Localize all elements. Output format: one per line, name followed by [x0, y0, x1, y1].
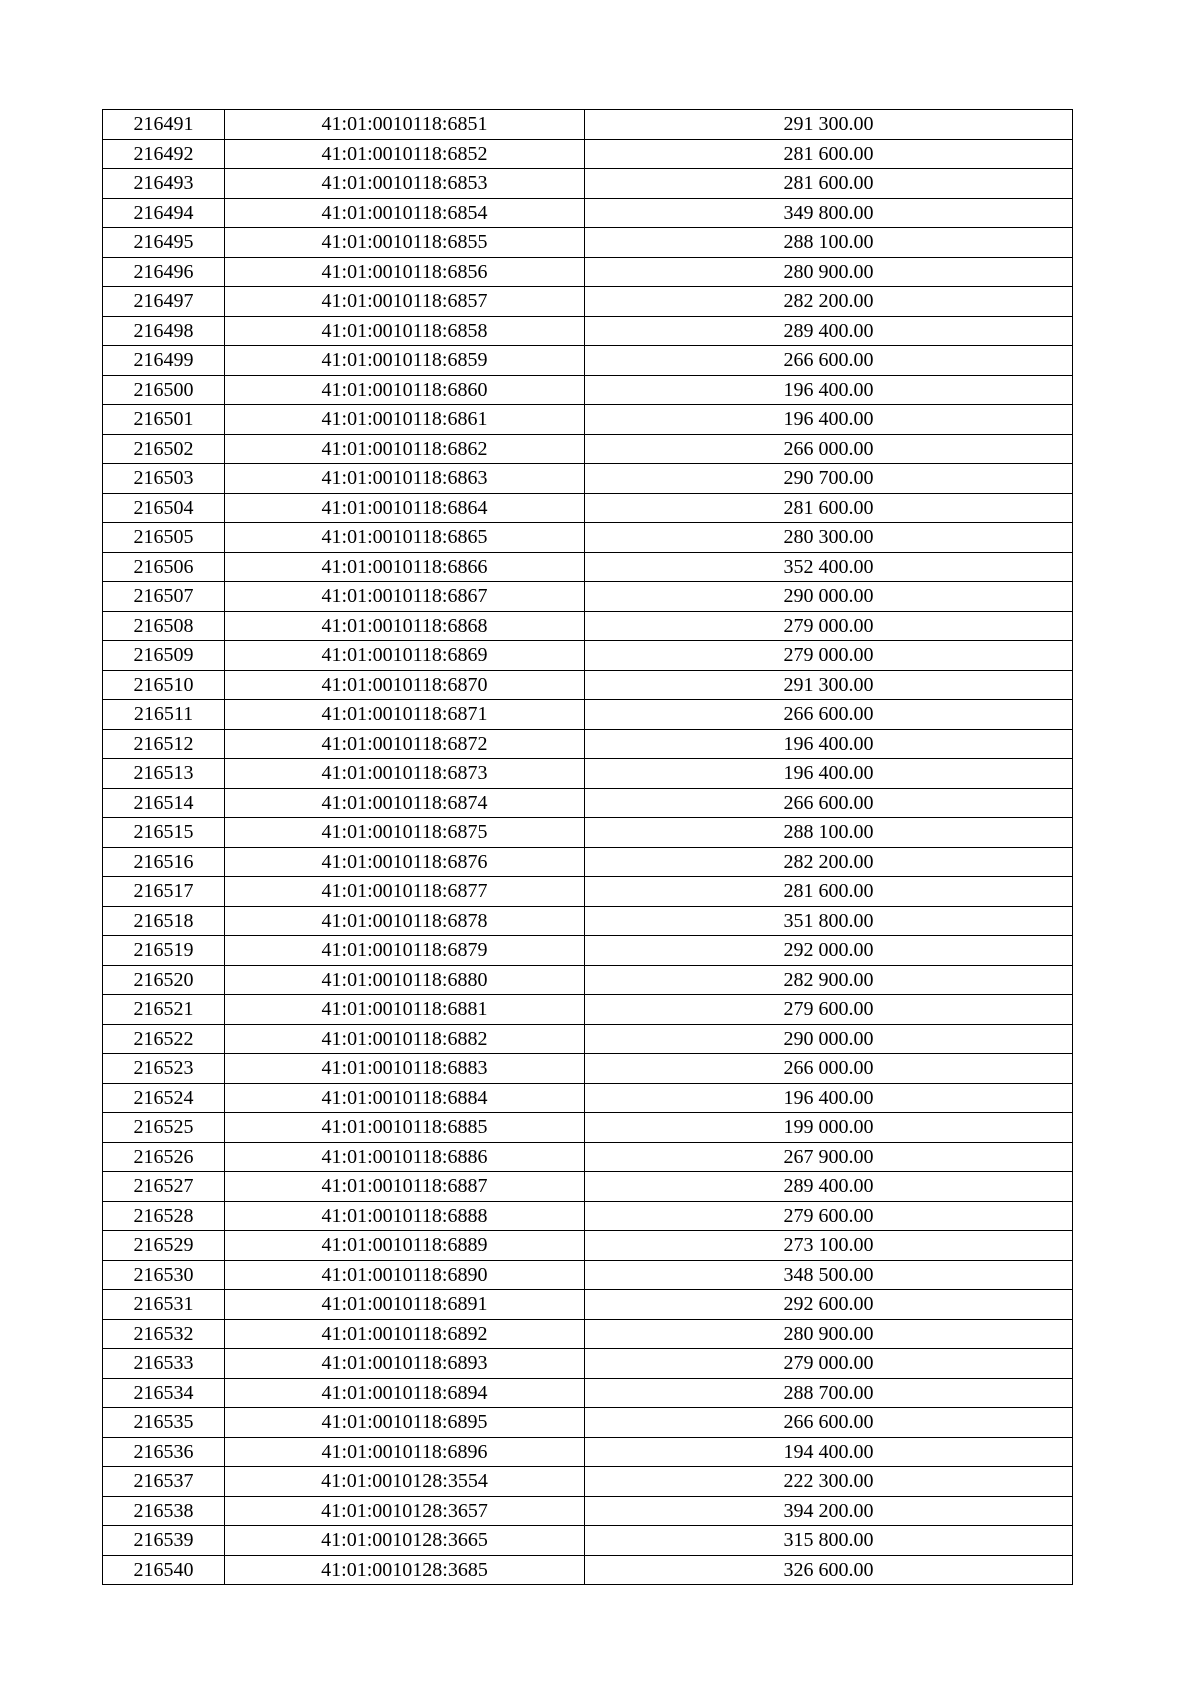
cadastral-value-cell: 352 400.00 [585, 552, 1073, 582]
cadastral-number-cell: 41:01:0010118:6863 [225, 464, 585, 494]
row-number-cell: 216531 [103, 1290, 225, 1320]
row-number-cell: 216501 [103, 405, 225, 435]
row-number-cell: 216508 [103, 611, 225, 641]
row-number-cell: 216499 [103, 346, 225, 376]
table-row [103, 110, 1073, 140]
cadastral-value-cell: 199 000.00 [585, 1113, 1073, 1143]
table-row [103, 906, 1073, 936]
cadastral-number-cell: 41:01:0010118:6853 [225, 169, 585, 199]
table-row [103, 1496, 1073, 1526]
cadastral-number-cell: 41:01:0010118:6886 [225, 1142, 585, 1172]
cadastral-number-cell: 41:01:0010118:6879 [225, 936, 585, 966]
cadastral-number-cell: 41:01:0010118:6880 [225, 965, 585, 995]
cadastral-number-cell: 41:01:0010118:6862 [225, 434, 585, 464]
table-row [103, 228, 1073, 258]
table-row [103, 198, 1073, 228]
cadastral-value-cell: 281 600.00 [585, 493, 1073, 523]
table-row [103, 1408, 1073, 1438]
cadastral-number-cell: 41:01:0010118:6878 [225, 906, 585, 936]
cadastral-number-cell: 41:01:0010128:3685 [225, 1555, 585, 1585]
cadastral-value-cell: 281 600.00 [585, 139, 1073, 169]
row-number-cell: 216519 [103, 936, 225, 966]
cadastral-value-cell: 279 000.00 [585, 611, 1073, 641]
cadastral-value-cell: 266 000.00 [585, 1054, 1073, 1084]
table-row [103, 434, 1073, 464]
table-row [103, 375, 1073, 405]
cadastral-number-cell: 41:01:0010118:6893 [225, 1349, 585, 1379]
cadastral-value-cell: 194 400.00 [585, 1437, 1073, 1467]
table-row [103, 1437, 1073, 1467]
cadastral-number-cell: 41:01:0010118:6887 [225, 1172, 585, 1202]
row-number-cell: 216536 [103, 1437, 225, 1467]
table-row [103, 1083, 1073, 1113]
table-row [103, 316, 1073, 346]
cadastral-value-cell: 279 000.00 [585, 1349, 1073, 1379]
table-body [103, 110, 1073, 1585]
row-number-cell: 216538 [103, 1496, 225, 1526]
table-row [103, 877, 1073, 907]
row-number-cell: 216540 [103, 1555, 225, 1585]
cadastral-value-cell: 288 100.00 [585, 228, 1073, 258]
table-row [103, 965, 1073, 995]
row-number-cell: 216534 [103, 1378, 225, 1408]
cadastral-number-cell: 41:01:0010118:6854 [225, 198, 585, 228]
row-number-cell: 216491 [103, 110, 225, 140]
row-number-cell: 216514 [103, 788, 225, 818]
row-number-cell: 216520 [103, 965, 225, 995]
cadastral-number-cell: 41:01:0010118:6861 [225, 405, 585, 435]
cadastral-value-cell: 266 600.00 [585, 346, 1073, 376]
cadastral-value-cell: 196 400.00 [585, 375, 1073, 405]
row-number-cell: 216497 [103, 287, 225, 317]
table-row [103, 759, 1073, 789]
table-row [103, 1349, 1073, 1379]
table-row [103, 1054, 1073, 1084]
cadastral-number-cell: 41:01:0010118:6896 [225, 1437, 585, 1467]
cadastral-value-cell: 289 400.00 [585, 316, 1073, 346]
cadastral-number-cell: 41:01:0010118:6859 [225, 346, 585, 376]
row-number-cell: 216528 [103, 1201, 225, 1231]
table-row [103, 1526, 1073, 1556]
table-row [103, 1260, 1073, 1290]
cadastral-value-cell: 280 300.00 [585, 523, 1073, 553]
table-row [103, 818, 1073, 848]
cadastral-value-cell: 351 800.00 [585, 906, 1073, 936]
cadastral-number-cell: 41:01:0010118:6882 [225, 1024, 585, 1054]
cadastral-number-cell: 41:01:0010128:3657 [225, 1496, 585, 1526]
cadastral-number-cell: 41:01:0010118:6883 [225, 1054, 585, 1084]
cadastral-number-cell: 41:01:0010118:6891 [225, 1290, 585, 1320]
cadastral-value-cell: 196 400.00 [585, 729, 1073, 759]
cadastral-value-cell: 266 600.00 [585, 1408, 1073, 1438]
table-row [103, 287, 1073, 317]
row-number-cell: 216529 [103, 1231, 225, 1261]
cadastral-number-cell: 41:01:0010118:6852 [225, 139, 585, 169]
cadastral-number-cell: 41:01:0010118:6894 [225, 1378, 585, 1408]
cadastral-value-cell: 279 600.00 [585, 995, 1073, 1025]
row-number-cell: 216515 [103, 818, 225, 848]
cadastral-number-cell: 41:01:0010118:6877 [225, 877, 585, 907]
row-number-cell: 216500 [103, 375, 225, 405]
table-row [103, 847, 1073, 877]
cadastral-value-cell: 289 400.00 [585, 1172, 1073, 1202]
cadastral-value-cell: 281 600.00 [585, 877, 1073, 907]
row-number-cell: 216496 [103, 257, 225, 287]
cadastral-value-cell: 222 300.00 [585, 1467, 1073, 1497]
row-number-cell: 216509 [103, 641, 225, 671]
row-number-cell: 216492 [103, 139, 225, 169]
table-row [103, 1290, 1073, 1320]
cadastral-number-cell: 41:01:0010118:6892 [225, 1319, 585, 1349]
cadastral-number-cell: 41:01:0010118:6884 [225, 1083, 585, 1113]
table-row [103, 1201, 1073, 1231]
cadastral-value-cell: 326 600.00 [585, 1555, 1073, 1585]
cadastral-value-cell: 280 900.00 [585, 257, 1073, 287]
cadastral-number-cell: 41:01:0010118:6865 [225, 523, 585, 553]
table-row [103, 139, 1073, 169]
table-row [103, 1555, 1073, 1585]
cadastral-value-cell: 315 800.00 [585, 1526, 1073, 1556]
row-number-cell: 216502 [103, 434, 225, 464]
cadastral-value-table [102, 109, 1073, 1585]
table-row [103, 611, 1073, 641]
cadastral-number-cell: 41:01:0010118:6895 [225, 1408, 585, 1438]
table-row [103, 582, 1073, 612]
cadastral-value-cell: 348 500.00 [585, 1260, 1073, 1290]
cadastral-value-cell: 288 100.00 [585, 818, 1073, 848]
table-row [103, 936, 1073, 966]
row-number-cell: 216526 [103, 1142, 225, 1172]
row-number-cell: 216522 [103, 1024, 225, 1054]
row-number-cell: 216494 [103, 198, 225, 228]
row-number-cell: 216539 [103, 1526, 225, 1556]
row-number-cell: 216513 [103, 759, 225, 789]
table-row [103, 464, 1073, 494]
cadastral-value-cell: 279 600.00 [585, 1201, 1073, 1231]
table-row [103, 523, 1073, 553]
cadastral-value-cell: 282 200.00 [585, 847, 1073, 877]
cadastral-value-cell: 266 600.00 [585, 700, 1073, 730]
row-number-cell: 216503 [103, 464, 225, 494]
cadastral-number-cell: 41:01:0010128:3665 [225, 1526, 585, 1556]
cadastral-number-cell: 41:01:0010118:6860 [225, 375, 585, 405]
row-number-cell: 216518 [103, 906, 225, 936]
table-row [103, 552, 1073, 582]
table-row [103, 1172, 1073, 1202]
cadastral-number-cell: 41:01:0010118:6857 [225, 287, 585, 317]
row-number-cell: 216523 [103, 1054, 225, 1084]
cadastral-number-cell: 41:01:0010118:6851 [225, 110, 585, 140]
cadastral-number-cell: 41:01:0010118:6881 [225, 995, 585, 1025]
table-row [103, 1231, 1073, 1261]
table-row [103, 995, 1073, 1025]
cadastral-value-cell: 280 900.00 [585, 1319, 1073, 1349]
cadastral-value-cell: 196 400.00 [585, 1083, 1073, 1113]
row-number-cell: 216530 [103, 1260, 225, 1290]
table-row [103, 1378, 1073, 1408]
table-row [103, 1319, 1073, 1349]
row-number-cell: 216516 [103, 847, 225, 877]
cadastral-number-cell: 41:01:0010118:6858 [225, 316, 585, 346]
cadastral-number-cell: 41:01:0010118:6872 [225, 729, 585, 759]
table-row [103, 1024, 1073, 1054]
cadastral-value-cell: 196 400.00 [585, 405, 1073, 435]
cadastral-value-cell: 282 900.00 [585, 965, 1073, 995]
row-number-cell: 216524 [103, 1083, 225, 1113]
cadastral-number-cell: 41:01:0010118:6870 [225, 670, 585, 700]
cadastral-value-cell: 292 600.00 [585, 1290, 1073, 1320]
table-row [103, 641, 1073, 671]
cadastral-value-cell: 279 000.00 [585, 641, 1073, 671]
row-number-cell: 216537 [103, 1467, 225, 1497]
cadastral-number-cell: 41:01:0010118:6866 [225, 552, 585, 582]
table-row [103, 1142, 1073, 1172]
cadastral-value-cell: 288 700.00 [585, 1378, 1073, 1408]
cadastral-value-cell: 292 000.00 [585, 936, 1073, 966]
cadastral-value-cell: 349 800.00 [585, 198, 1073, 228]
table-row [103, 169, 1073, 199]
cadastral-number-cell: 41:01:0010128:3554 [225, 1467, 585, 1497]
cadastral-number-cell: 41:01:0010118:6874 [225, 788, 585, 818]
cadastral-value-cell: 291 300.00 [585, 110, 1073, 140]
cadastral-number-cell: 41:01:0010118:6855 [225, 228, 585, 258]
table-row [103, 405, 1073, 435]
row-number-cell: 216493 [103, 169, 225, 199]
table-row [103, 493, 1073, 523]
cadastral-number-cell: 41:01:0010118:6876 [225, 847, 585, 877]
row-number-cell: 216495 [103, 228, 225, 258]
table-row [103, 700, 1073, 730]
row-number-cell: 216527 [103, 1172, 225, 1202]
row-number-cell: 216510 [103, 670, 225, 700]
cadastral-number-cell: 41:01:0010118:6867 [225, 582, 585, 612]
table-row [103, 346, 1073, 376]
row-number-cell: 216507 [103, 582, 225, 612]
cadastral-value-cell: 273 100.00 [585, 1231, 1073, 1261]
row-number-cell: 216533 [103, 1349, 225, 1379]
table-row [103, 788, 1073, 818]
cadastral-value-cell: 281 600.00 [585, 169, 1073, 199]
row-number-cell: 216532 [103, 1319, 225, 1349]
table-row [103, 257, 1073, 287]
row-number-cell: 216505 [103, 523, 225, 553]
table-row [103, 1467, 1073, 1497]
row-number-cell: 216512 [103, 729, 225, 759]
row-number-cell: 216525 [103, 1113, 225, 1143]
cadastral-number-cell: 41:01:0010118:6888 [225, 1201, 585, 1231]
row-number-cell: 216521 [103, 995, 225, 1025]
cadastral-number-cell: 41:01:0010118:6856 [225, 257, 585, 287]
row-number-cell: 216504 [103, 493, 225, 523]
table-row [103, 729, 1073, 759]
cadastral-value-cell: 291 300.00 [585, 670, 1073, 700]
cadastral-value-cell: 290 000.00 [585, 1024, 1073, 1054]
cadastral-number-cell: 41:01:0010118:6889 [225, 1231, 585, 1261]
row-number-cell: 216535 [103, 1408, 225, 1438]
cadastral-value-cell: 196 400.00 [585, 759, 1073, 789]
cadastral-number-cell: 41:01:0010118:6875 [225, 818, 585, 848]
cadastral-number-cell: 41:01:0010118:6869 [225, 641, 585, 671]
row-number-cell: 216506 [103, 552, 225, 582]
cadastral-number-cell: 41:01:0010118:6864 [225, 493, 585, 523]
cadastral-number-cell: 41:01:0010118:6873 [225, 759, 585, 789]
table-row [103, 670, 1073, 700]
cadastral-number-cell: 41:01:0010118:6890 [225, 1260, 585, 1290]
cadastral-value-cell: 290 700.00 [585, 464, 1073, 494]
cadastral-value-cell: 266 000.00 [585, 434, 1073, 464]
table-row [103, 1113, 1073, 1143]
cadastral-value-cell: 266 600.00 [585, 788, 1073, 818]
cadastral-number-cell: 41:01:0010118:6885 [225, 1113, 585, 1143]
row-number-cell: 216498 [103, 316, 225, 346]
cadastral-value-cell: 267 900.00 [585, 1142, 1073, 1172]
row-number-cell: 216517 [103, 877, 225, 907]
row-number-cell: 216511 [103, 700, 225, 730]
cadastral-number-cell: 41:01:0010118:6868 [225, 611, 585, 641]
cadastral-value-cell: 394 200.00 [585, 1496, 1073, 1526]
cadastral-value-cell: 290 000.00 [585, 582, 1073, 612]
cadastral-number-cell: 41:01:0010118:6871 [225, 700, 585, 730]
cadastral-value-cell: 282 200.00 [585, 287, 1073, 317]
